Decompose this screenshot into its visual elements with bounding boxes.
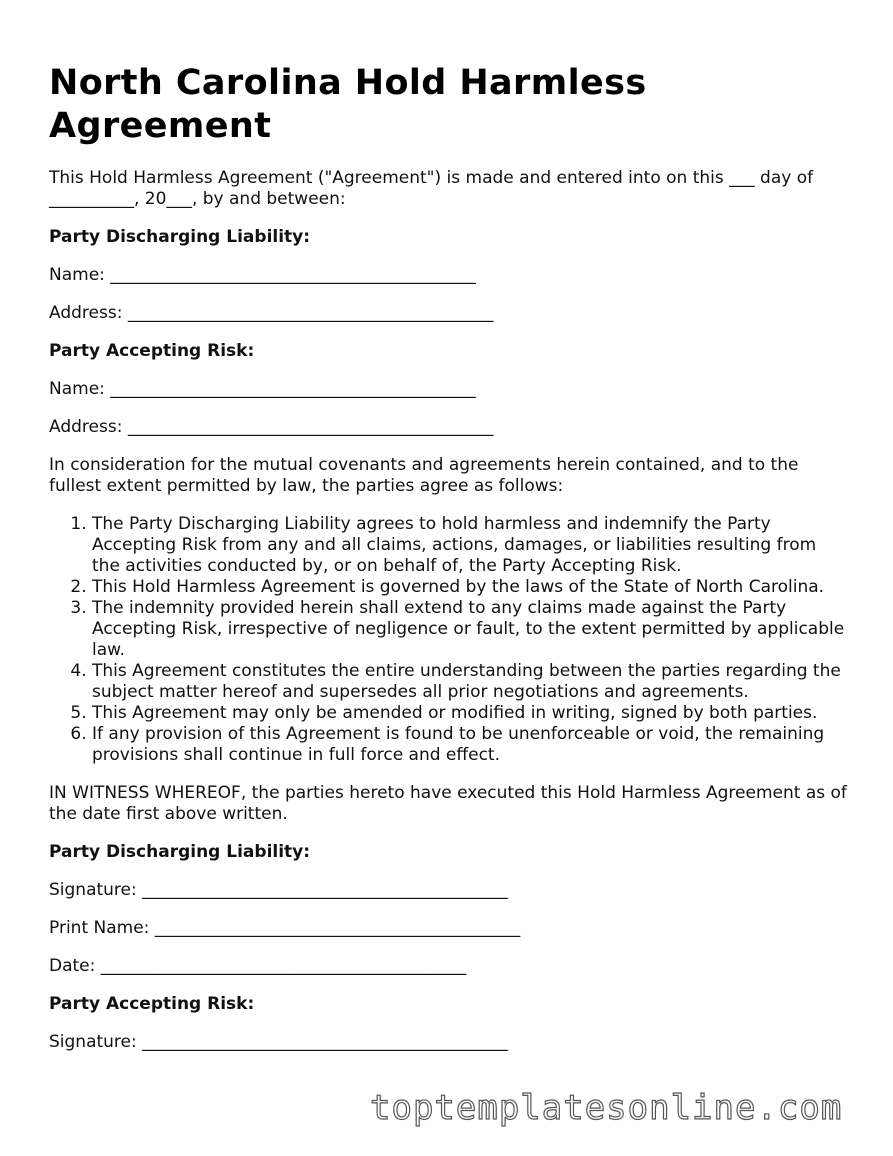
document-page (49, 62, 849, 1070)
sig-pd-date-field: Date: ___________________________________________ (49, 956, 467, 976)
pa-name-field: Name: ___________________________________________ (49, 379, 476, 399)
intro-paragraph: This Hold Harmless Agreement ("Agreement") is made and entered into on this ___ day of __________, 20___, by and between: (49, 168, 814, 209)
sig-pd-signature-field: Signature: ___________________________________________ (49, 880, 508, 900)
clause-item: 2. This Hold Harmless Agreement is governed by the laws of the State of North Carolina. (92, 577, 849, 598)
document-title: North Carolina Hold Harmless Agreement (49, 63, 647, 146)
pd-address-field: Address: ___________________________________________ (49, 303, 494, 323)
sig-party-discharging-label: Party Discharging Liability: (49, 842, 311, 862)
sig-pd-print-name-field: Print Name: ___________________________________________ (49, 918, 521, 938)
watermark: toptemplatesonline.com (370, 1088, 843, 1128)
clause-item: 6. If any provision of this Agreement is found to be unenforceable or void, the remaining provisions shall continue in full force and effect. (92, 724, 849, 766)
party-accepting-label: Party Accepting Risk: (49, 341, 255, 361)
consideration-paragraph: In consideration for the mutual covenants and agreements herein contained, and to the fullest extent permitted by law, the parties agree as follows: (49, 455, 799, 496)
sig-party-accepting-label: Party Accepting Risk: (49, 994, 255, 1014)
witness-paragraph: IN WITNESS WHEREOF, the parties hereto have executed this Hold Harmless Agreement as of the date first above written. (49, 783, 847, 824)
clause-item: 4. This Agreement constitutes the entire understanding between the parties regarding the subject matter hereof and supersedes all prior negotiations and agreements. (92, 661, 849, 703)
sig-pa-signature-field: Signature: ___________________________________________ (49, 1032, 508, 1052)
clause-item: 5. This Agreement may only be amended or modified in writing, signed by both parties. (92, 703, 849, 724)
pd-name-field: Name: ___________________________________________ (49, 265, 476, 285)
clause-item: 3. The indemnity provided herein shall extend to any claims made against the Party Accepting Risk, irrespective of negligence or fault, to the extent permitted by applicable law. (92, 598, 849, 661)
clauses-list (49, 514, 849, 766)
pa-address-field: Address: ___________________________________________ (49, 417, 494, 437)
clause-item: 1. The Party Discharging Liability agrees to hold harmless and indemnify the Party Accepting Risk from any and all claims, actions, damages, or liabilities resulting from the activities conducted by, or on behalf of, the Party Accepting Risk. (92, 514, 849, 577)
party-discharging-label: Party Discharging Liability: (49, 227, 311, 247)
